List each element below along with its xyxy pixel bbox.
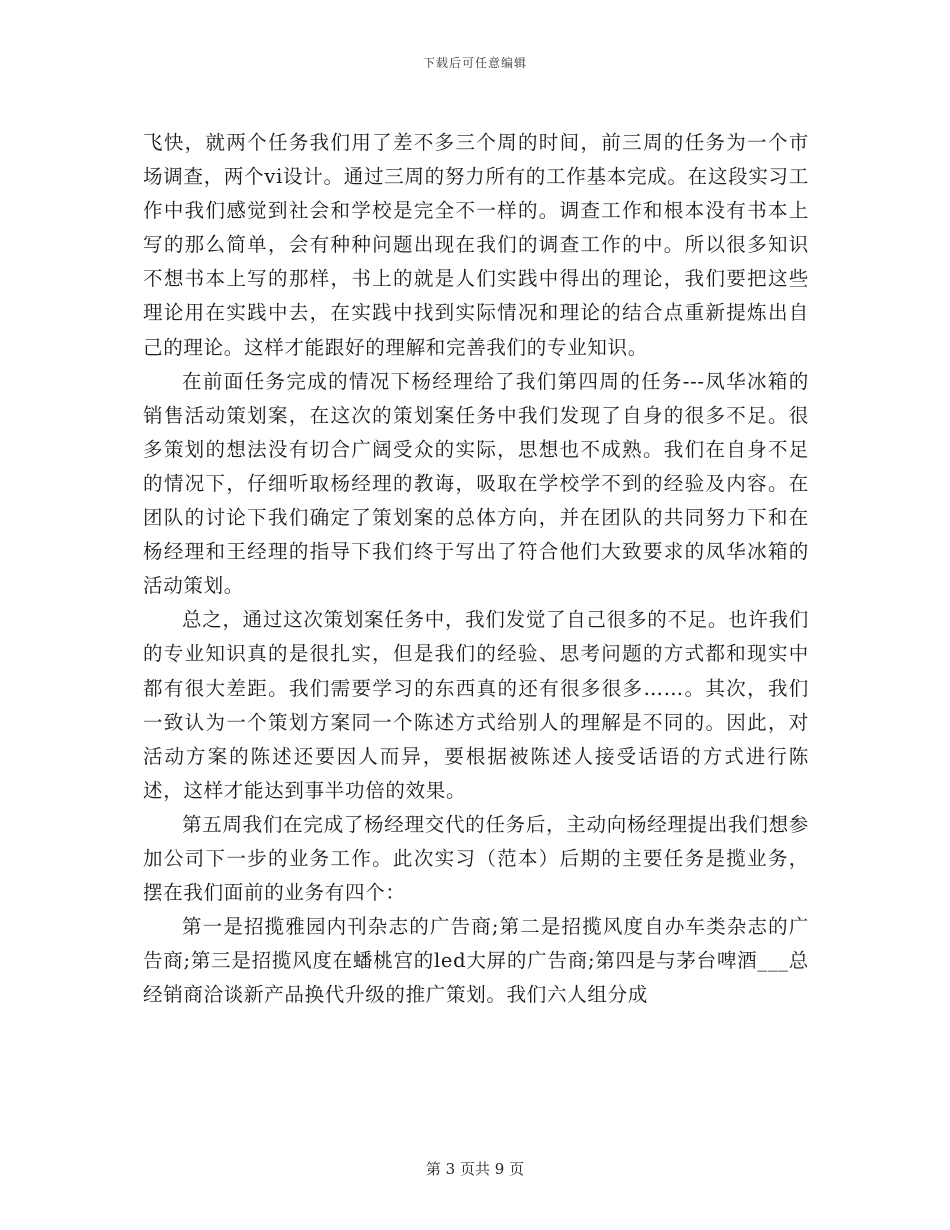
- paragraph-5: 第一是招揽雅园内刊杂志的广告商;第二是招揽风度自办车类杂志的广告商;第三是招揽风度在蟠桃宫的led大屏的广告商;第四是与茅台啤酒___总经销商洽谈新产品换代升级的推广策划。我们六人组分成: [143, 915, 809, 1007]
- paragraph-2: 在前面任务完成的情况下杨经理给了我们第四周的任务---凤华冰箱的销售活动策划案，在这次的策划案任务中我们发现了自身的很多不足。很多策划的想法没有切合广阔受众的实际，思想也不成熟。我们在自身不足的情况下，仔细听取杨经理的教诲，吸取在学校学不到的经验及内容。在团队的讨论下我们确定了策划案的总体方向，并在团队的共同努力下和在杨经理和王经理的指导下我们终于写出了符合他们大致要求的凤华冰箱的活动策划。: [143, 369, 809, 598]
- page-header: 下载后可任意编辑: [422, 56, 527, 70]
- document-body: [143, 126, 809, 1012]
- paragraph-4: 第五周我们在完成了杨经理交代的任务后，主动向杨经理提出我们想参加公司下一步的业务工作。此次实习（范本）后期的主要任务是揽业务，摆在我们面前的业务有四个：: [143, 812, 809, 905]
- paragraph-1: 飞快，就两个任务我们用了差不多三个周的时间，前三周的任务为一个市场调查，两个vi设计。通过三周的努力所有的工作基本完成。在这段实习工作中我们感觉到社会和学校是完全不一样的。调查工作和根本没有书本上写的那么简单，会有种种问题出现在我们的调查工作的中。所以很多知识不想书本上写的那样，书上的就是人们实践中得出的理论，我们要把这些理论用在实践中去，在实践中找到实际情况和理论的结合点重新提炼出自己的理论。这样才能跟好的理解和完善我们的专业知识。: [143, 131, 809, 359]
- paragraph-3: 总之，通过这次策划案任务中，我们发觉了自己很多的不足。也许我们的专业知识真的是很扎实，但是我们的经验、思考问题的方式都和现实中都有很大差距。我们需要学习的东西真的还有很多很多……。其次，我们一致认为一个策划方案同一个陈述方式给别人的理解是不同的。因此，对活动方案的陈述还要因人而异，要根据被陈述人接受话语的方式进行陈述，这样才能达到事半功倍的效果。: [143, 608, 809, 802]
- page-number-footer: 第 3 页共 9 页: [425, 1160, 525, 1178]
